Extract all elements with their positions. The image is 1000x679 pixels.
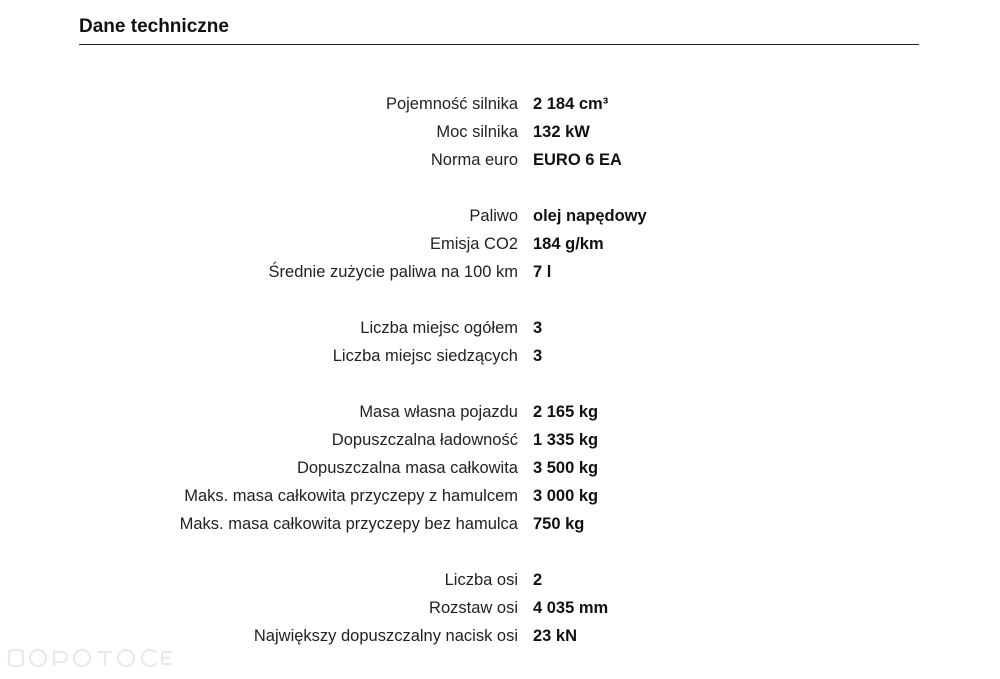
spec-group-fuel (0, 202, 1000, 286)
spec-label: Emisja CO2 (429, 234, 518, 253)
spec-row (0, 258, 1000, 286)
spec-group-engine (0, 90, 1000, 174)
spec-label: Paliwo (469, 206, 518, 225)
spec-label: Masa własna pojazdu (359, 402, 518, 421)
spec-row (0, 314, 1000, 342)
spec-value: olej napędowy (533, 206, 647, 225)
spec-row (0, 90, 1000, 118)
spec-label: Liczba miejsc siedzących (332, 346, 518, 365)
spec-row (0, 230, 1000, 258)
spec-row (0, 594, 1000, 622)
spec-value: 3 (533, 318, 543, 337)
spec-group-axles (0, 566, 1000, 650)
spec-value: 2 165 kg (533, 402, 599, 421)
spec-row (0, 398, 1000, 426)
section-title: Dane techniczne (79, 16, 229, 37)
spec-label: Maks. masa całkowita przyczepy bez hamulca (179, 514, 518, 533)
spec-label: Pojemność silnika (385, 94, 518, 113)
spec-row (0, 426, 1000, 454)
spec-label: Dopuszczalna masa całkowita (296, 458, 518, 477)
spec-row (0, 566, 1000, 594)
spec-value: 3 500 kg (533, 458, 599, 477)
spec-group-seats (0, 314, 1000, 370)
spec-value: 750 kg (533, 514, 585, 533)
spec-value: EURO 6 EA (533, 150, 622, 169)
spec-label: Moc silnika (436, 122, 518, 141)
spec-list (0, 90, 1000, 678)
section-header (79, 14, 919, 45)
spec-row (0, 202, 1000, 230)
spec-value: 184 g/km (533, 234, 604, 253)
spec-label: Rozstaw osi (429, 598, 518, 617)
spec-value: 7 l (533, 262, 552, 281)
spec-label: Liczba miejsc ogółem (360, 318, 518, 337)
spec-label: Liczba osi (444, 570, 518, 589)
spec-value: 132 kW (533, 122, 590, 141)
spec-row (0, 510, 1000, 538)
spec-row (0, 454, 1000, 482)
spec-value: 2 (533, 570, 543, 589)
spec-label: Dopuszczalna ładowność (331, 430, 518, 449)
spec-label: Norma euro (430, 150, 518, 169)
spec-row (0, 482, 1000, 510)
logo-watermark-icon (6, 644, 176, 672)
spec-label: Średnie zużycie paliwa na 100 km (268, 262, 518, 281)
spec-row (0, 146, 1000, 174)
spec-value: 2 184 cm³ (533, 94, 609, 113)
spec-row (0, 118, 1000, 146)
spec-value: 3 (533, 346, 543, 365)
spec-value: 1 335 kg (533, 430, 599, 449)
spec-label: Największy dopuszczalny nacisk osi (253, 626, 518, 645)
spec-value: 23 kN (533, 626, 578, 645)
spec-row (0, 342, 1000, 370)
spec-group-weights (0, 398, 1000, 538)
spec-label: Maks. masa całkowita przyczepy z hamulcem (184, 486, 518, 505)
spec-value: 4 035 mm (533, 598, 609, 617)
spec-value: 3 000 kg (533, 486, 599, 505)
